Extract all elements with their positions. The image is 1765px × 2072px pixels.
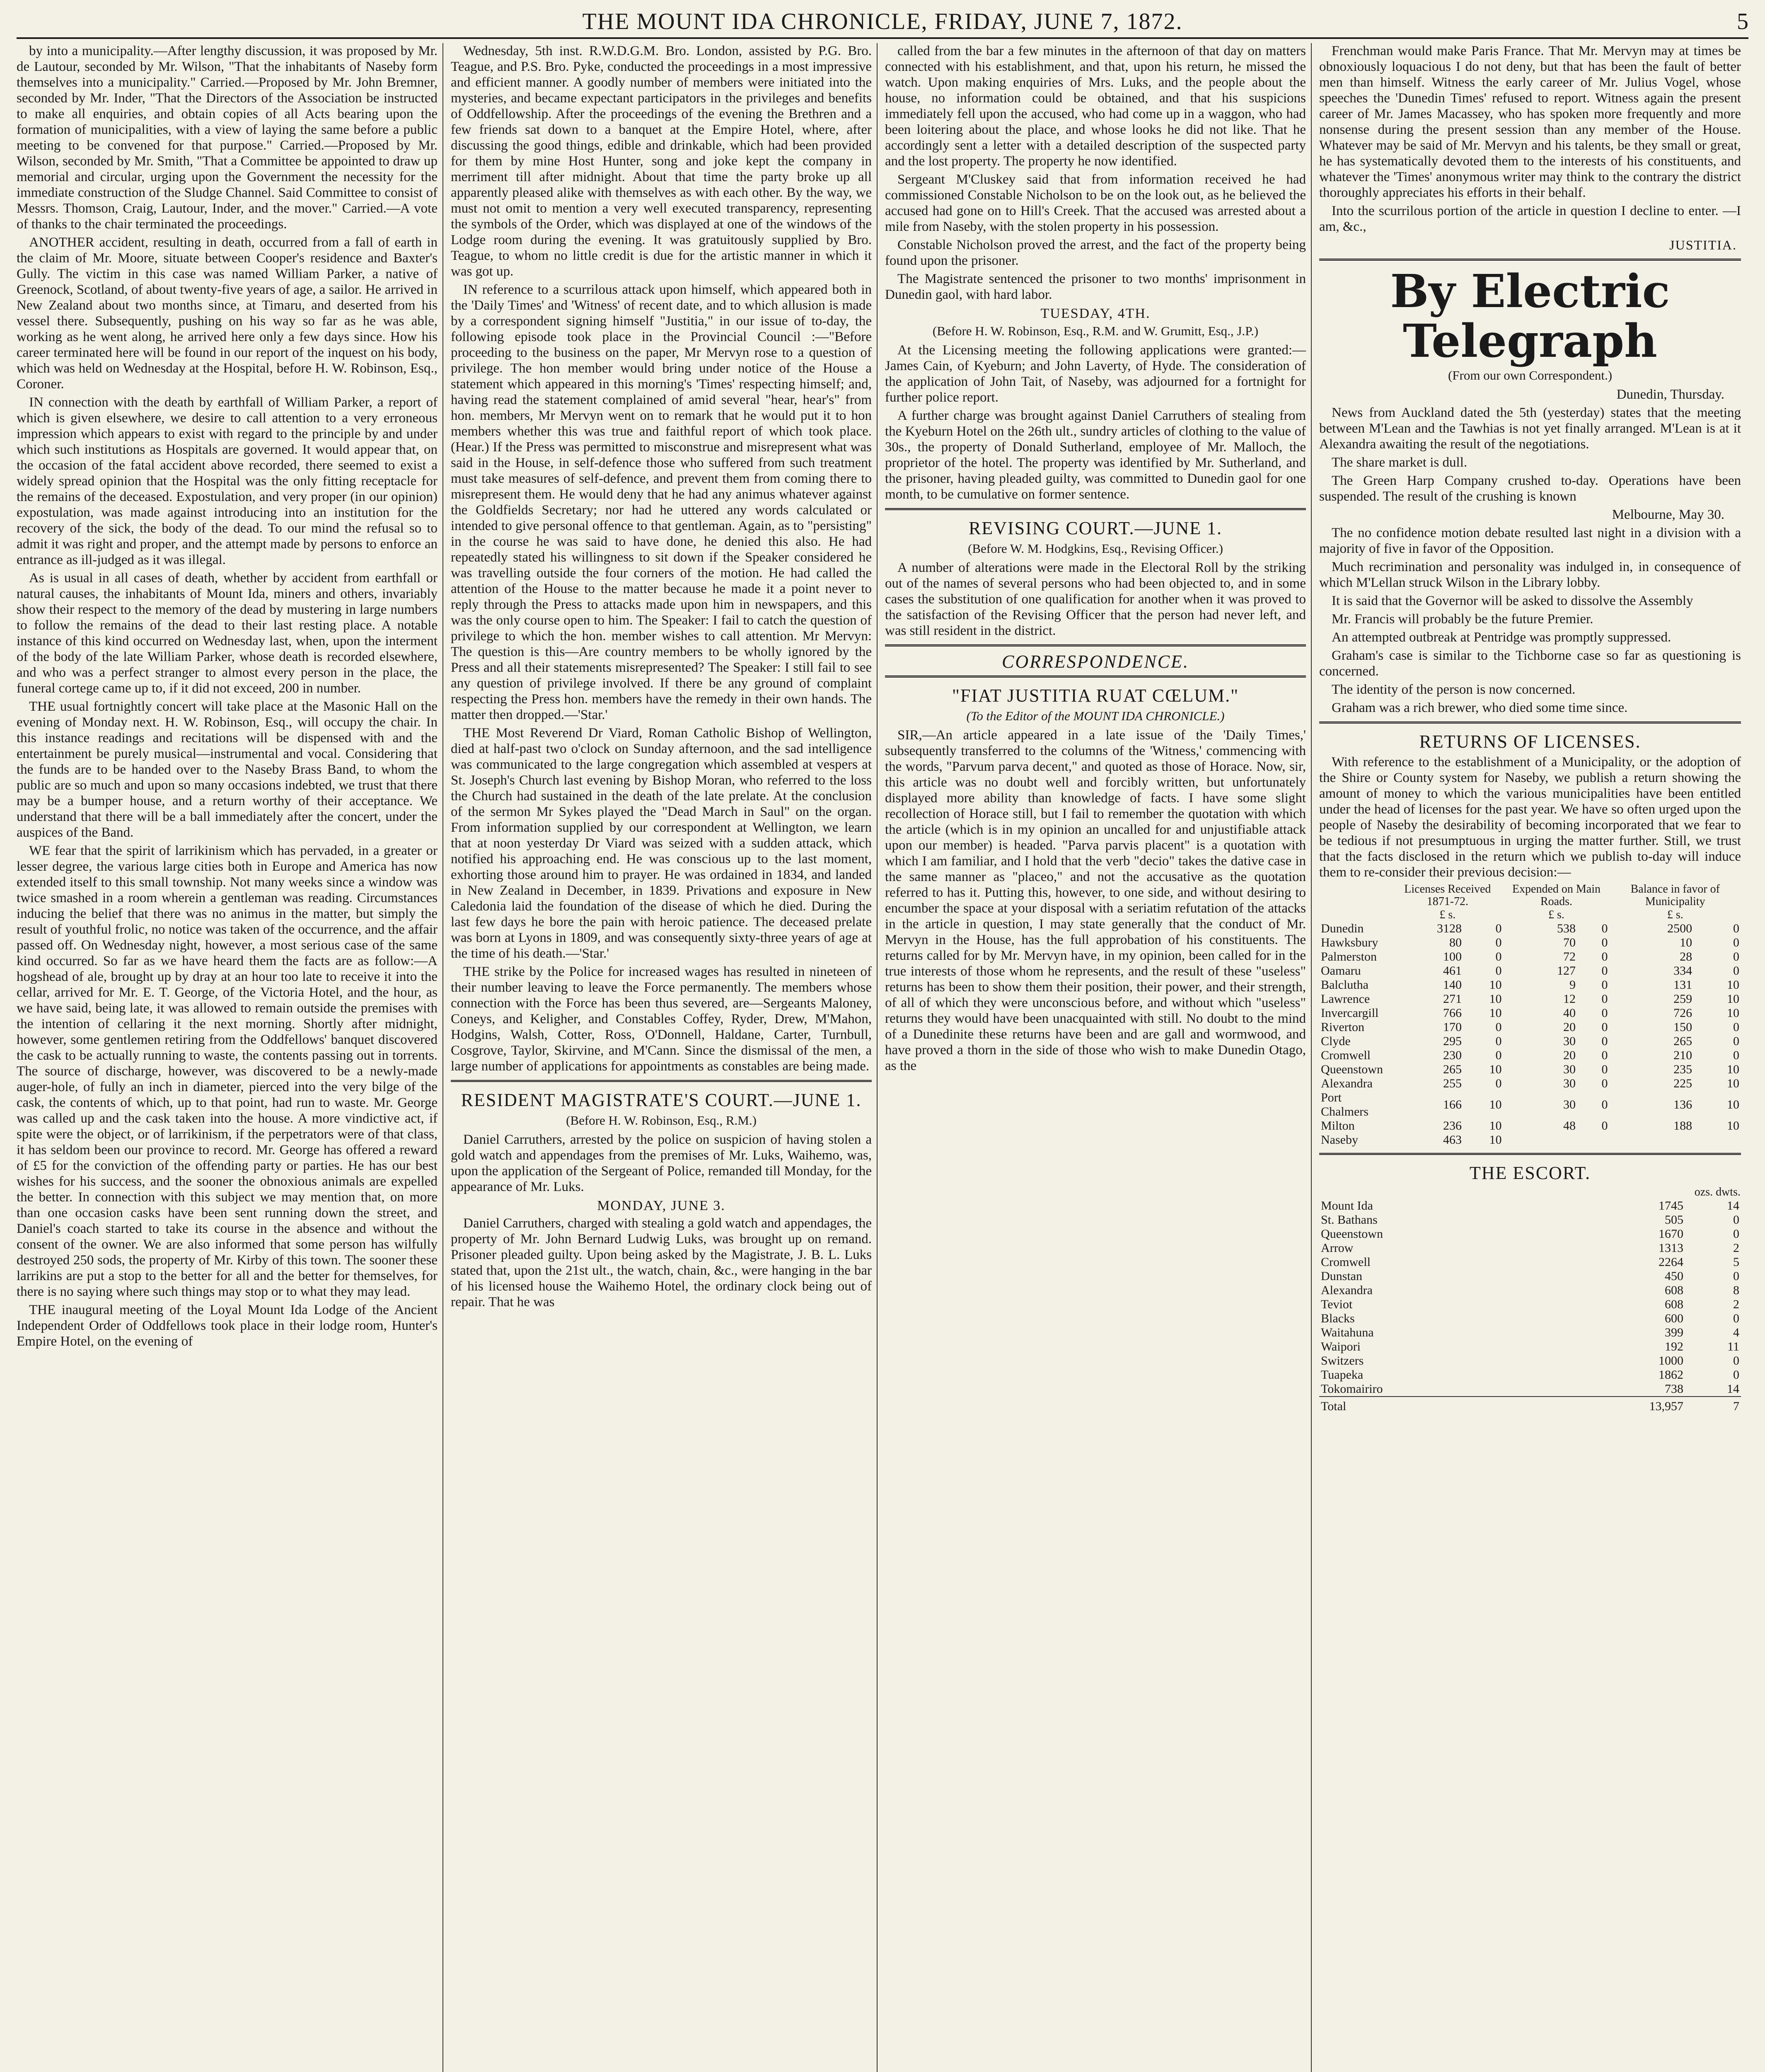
revising-subheading: (Before W. M. Hodgkins, Esq., Revising Officer.) [968,541,1223,556]
date-heading: TUESDAY, 4TH. [1040,306,1151,321]
table-units-row [1319,908,1741,922]
table-cell-value: 0 [1733,1034,1739,1048]
table-cell-place: Waipori [1321,1340,1361,1353]
table-cell-value: 10 [1680,936,1692,949]
correspondence-heading: CORRESPONDENCE. [1002,651,1189,672]
telegram-paragraph: The no confidence motion debate resulted last night in a division with a majority of five in favor of the Opposition. [1319,525,1741,556]
table-cell-value: 1670 [1658,1227,1683,1241]
table-cell-place: Queenstown [1321,1227,1383,1241]
telegram-paragraph: Graham was a rich brewer, who died some time since. [1332,700,1628,715]
table-row [1319,936,1741,950]
table-cell-value: 5 [1733,1255,1739,1269]
table-cell-value: 505 [1664,1213,1683,1227]
table-cell-value: 399 [1664,1326,1683,1339]
table-cell-value: 255 [1443,1077,1462,1090]
table-cell-value: 766 [1443,1006,1462,1020]
table-cell-value: 150 [1673,1020,1692,1034]
table-unit: £ s. [1439,908,1456,921]
table-cell-value: 4 [1733,1326,1739,1339]
table-header: Expended on Main Roads. [1512,883,1601,908]
masthead-title: THE MOUNT IDA CHRONICLE, FRIDAY, JUNE 7, 1872. [582,9,1183,34]
table-cell-value [1694,1133,1741,1147]
table-row [1319,1368,1741,1382]
table-row [1319,1382,1741,1397]
table-cell-value: 463 [1443,1133,1462,1147]
table-cell-value: 210 [1673,1048,1692,1062]
table-cell-place: Hawksbury [1321,936,1378,949]
table-row [1319,1269,1741,1283]
telegram-paragraph: An attempted outbreak at Pentridge was promptly suppressed. [1332,630,1671,645]
table-cell-value: 265 [1673,1034,1692,1048]
article-paragraph: THE Most Reverend Dr Viard, Roman Catholic Bishop of Wellington, died at half-past two o'clock on Sunday afternoon, and the sad intelligence was communicated to the large congregation which assembled at vespers at St. Joseph's Church last evening by Bishop Moran, who referred to the loss the Church had sustained in the death of the late prelate. At the conclusion of the sermon Mr Sykes played the "Dead March in Saul" on the organ. From information supplied by our correspondent at Wellington, we learn that at noon yesterday Dr Viard was seized with a sudden attack, which notified his approaching end. He was conscious up to the last moment, exhorting those around him to prayer. He was ordained in 1834, and landed in New Zealand in December, in 1839. Privations and exposure in New Caledonia laid the foundation of the disease of which he died. During the last few days he bore the pain with heroic patience. The deceased prelate was born at Lyons in 1809, and was consequently sixty-three years of age at the time of his death.—'Star.' [451,726,872,961]
article-paragraph: ANOTHER accident, resulting in death, occurred from a fall of earth in the claim of Mr. Moore, situate between Cooper's residence and Baxter's Gully. The victim in this case was named William Parker, a native of Greenock, Scotland, of about twenty-five years of age, a sailor. He arrived in New Zealand about two months since, at Timaru, and deserted from his vessel there. Subsequently, pushing on his way so far as he was able, working as he went along, he arrived here only a few days since. How his career terminated here will be found in our report of the inquest on his body, which was held on Wednesday at the Hospital, before H. W. Robinson, Esq., Coroner. [17,235,438,392]
article-paragraph: Constable Nicholson proved the arrest, and the fact of the property being found upon the prisoner. [885,237,1306,268]
table-cell-value: 1000 [1658,1354,1683,1368]
column-3 [885,43,1312,2072]
table-cell-value: 192 [1664,1340,1683,1353]
columns [17,43,1748,2072]
table-cell-value: 0 [1495,1077,1502,1090]
page-number: 5 [1737,9,1748,34]
table-cell-value: 0 [1495,1020,1502,1034]
telegram-paragraph: The identity of the person is now concerned. [1332,682,1576,697]
table-row [1319,1326,1741,1340]
telegram-paragraph: Much recrimination and personality was indulged in, in consequence of which M'Lellan struck Wilson in the Library lobby. [1319,559,1741,590]
article-paragraph: THE usual fortnightly concert will take place at the Masonic Hall on the evening of Monday next. H. W. Robinson, Esq., will occupy the chair. In this instance readings and recitations will be dispensed with and the entertainment be purely musical—instrumental and vocal. Considering that the funds are to be handed over to the Naseby Brass Band, to whom the public are so much and upon so many occasions indebted, we trust that there may be a bumper house, and a return worthy of their acceptance. We understand that there will be a ball immediately after the concert, under the auspices of the Band. [17,699,438,840]
escort-total-dwts: 7 [1685,1397,1741,1414]
article-paragraph: As is usual in all cases of death, whether by accident from earthfall or natural causes, the inhabitants of Mount Ida, miners and others, invariably show their respect to the memory of the dead by mustering in large numbers to follow the remains of the dead to their last resting place. A notable instance of this kind occurred on Wednesday last, when, upon the interment of the body of the late William Parker, whose death is recorded elsewhere, and who was a perfect stranger to almost every person in the place, the funeral cortege came up to, if it did not exceed, 200 in number. [17,571,438,696]
table-cell-value: 30 [1563,1034,1576,1048]
table-cell-value: 2264 [1658,1255,1683,1269]
table-row [1319,1283,1741,1297]
table-cell-value: 0 [1601,964,1608,978]
escort-table [1319,1186,1741,1414]
table-header: Licenses Received 1871-72. [1404,883,1491,908]
section-rule [1319,259,1741,261]
dateline: Dunedin, Thursday. [1616,387,1724,402]
table-cell-place: Tuapeka [1321,1368,1364,1382]
table-cell-value: 0 [1733,1368,1739,1382]
table-cell-value: 0 [1601,1006,1608,1020]
letter-title: "FIAT JUSTITIA RUAT CŒLUM." [952,685,1239,706]
table-cell-value: 0 [1733,1269,1739,1283]
section-rule [1319,1153,1741,1155]
table-cell-value: 2500 [1667,922,1692,935]
table-unit: £ s. [1548,908,1564,921]
article-paragraph: Frenchman would make Paris France. That Mr. Mervyn may at times be obnoxiously loquacious I do not deny, but that has been the fault of better men than himself. Witness the early career of Mr. Julius Vogel, whose speeches the 'Dunedin Times' refused to report. Witness again the present career of Mr. James Macassey, who has spoken more frequently and more nonsense during the present session than any member of the House. Whatever may be said of Mr. Mervyn and his talents, be they small or great, he has systematically devoted them to the interests of his constituents, and whatever the 'Times' anonymous writer may think to the contrary the district thoroughly appreciates his efforts in their behalf. [1319,44,1741,200]
table-cell-value: 1862 [1658,1368,1683,1382]
section-rule [885,644,1306,646]
table-header-row [1319,883,1741,908]
table-header-blank [1319,908,1392,922]
table-unit: £ s. [1667,908,1683,921]
section-rule [451,1080,872,1082]
table-cell-value: 726 [1673,1006,1692,1020]
table-cell-place: Palmerston [1321,950,1377,963]
table-cell-value: 70 [1563,936,1576,949]
table-cell-value: 188 [1673,1119,1692,1133]
table-cell-value: 265 [1443,1063,1462,1076]
table-cell-value: 2 [1733,1241,1739,1255]
table-cell-value: 20 [1563,1048,1576,1062]
table-cell-value: 28 [1680,950,1692,963]
table-row [1319,1077,1741,1091]
table-cell-value: 0 [1601,1077,1608,1090]
table-cell-place: Mount Ida [1321,1199,1373,1213]
letter-subheading: (To the Editor of the MOUNT IDA CHRONICLE.) [966,709,1225,723]
table-row [1319,1297,1741,1312]
table-row [1319,1255,1741,1269]
table-header-blank [1319,883,1392,908]
table-cell-value: 0 [1601,1020,1608,1034]
section-rule [885,675,1306,678]
table-cell-place: Dunstan [1321,1269,1362,1283]
escort-total-label: Total [1319,1397,1552,1414]
table-row [1319,1034,1741,1048]
section-rule [1319,721,1741,724]
table-cell-value: 0 [1733,1048,1739,1062]
table-cell-value: 600 [1664,1312,1683,1325]
table-row [1319,1133,1741,1147]
table-row [1319,950,1741,964]
table-cell-value: 11 [1727,1340,1739,1353]
article-paragraph: A further charge was brought against Daniel Carruthers of stealing from the Kyeburn Hotel on the 26th ult., sundry articles of clothing to the value of 30s., the property of Donald Sutherland, employee of Mr. Malloch, the proprietor of the hotel. The property was identified by Mr. Sutherland, and the prisoner, having pleaded guilty, was committed to Dunedin gaol for one month, to be cumulative on former sentence. [885,408,1306,502]
table-cell-value: 0 [1733,1312,1739,1325]
table-row [1319,1020,1741,1034]
table-cell-value: 8 [1733,1283,1739,1297]
table-cell-value [1503,1133,1577,1147]
table-cell-value: 259 [1673,992,1692,1006]
telegram-paragraph: Graham's case is similar to the Tichborne case so far as questioning is concerned. [1319,648,1741,679]
table-cell-value [1610,1133,1694,1147]
section-rule [885,508,1306,510]
article-paragraph: by into a municipality.—After lengthy discussion, it was proposed by Mr. de Lautour, seconded by Mr. Wilson, "That the inhabitants of Naseby form themselves into a municipality." Carried.—Proposed by Mr. John Bremner, seconded by Mr. Inder, "That the Directors of the Association be instructed to make all enquiries, and obtain copies of all Acts bearing upon the formation of municipalities, with a view of laying the same before a public meeting to be convened for that purpose." Carried.—Proposed by Mr. Wilson, seconded by Mr. Smith, "That a Committee be appointed to draw up memorial and circular, urging upon the Government the necessity for the immediate construction of the Sludge Channel. Said Committee to consist of Messrs. Thomson, Craig, Lautour, Inder, and the mover." Carried.—A vote of thanks to the chair terminated the proceedings. [17,44,438,232]
table-cell-place: Invercargill [1321,1006,1379,1020]
table-cell-value: 14 [1727,1382,1739,1396]
date-heading: MONDAY, JUNE 3. [597,1198,725,1213]
table-cell-value: 166 [1443,1098,1462,1111]
court-heading: RESIDENT MAGISTRATE'S COURT.—JUNE 1. [461,1090,862,1110]
table-cell-value: 170 [1443,1020,1462,1034]
table-row [1319,1091,1741,1119]
table-cell-place: Naseby [1321,1133,1358,1147]
table-cell-value: 2 [1733,1297,1739,1311]
table-cell-value: 738 [1664,1382,1683,1396]
table-cell-value: 127 [1557,964,1576,978]
column-1 [17,43,443,2072]
table-row [1319,1340,1741,1354]
table-row [1319,1048,1741,1063]
table-cell-value: 0 [1601,1048,1608,1062]
article-paragraph: THE strike by the Police for increased wages has resulted in nineteen of their number leaving to leave the Force permanently. The members whose connection with the Force has been thus severed, are—Sergeants Maloney, Coneys, and Keligher, and Constables Coffey, Ryder, Drew, M'Mahon, Hodgins, Walsh, Cotter, Ross, O'Donnell, Haldane, Carter, Turnbull, Cosgrove, Taylor, Skirvine, and M'Cann. Since the dismissal of the men, a large number of applications for appointments as constables are being made. [451,964,872,1074]
table-row [1319,1227,1741,1241]
article-paragraph: IN reference to a scurrilous attack upon himself, which appeared both in the 'Daily Times' and 'Witness' of recent date, and to which allusion is made by a correspondent signing himself "Justitia," in our issue of to-day, the following episode took place in the Provincial Council :—"Before proceeding to the business on the paper, Mr Mervyn rose to a question of privilege. The hon member would bring under notice of the House a statement which appeared in this morning's 'Times' respecting himself; and, having read the statement complained of amid several "hear, hear's" from hon. members, Mr Mervyn went on to remark that he would put it to hon members whether this was true and faithful report of which took place. (Hear.) If the Press was permitted to misconstrue and misrepresent what was said in the House, in self-defence those who suffered from such treatment must take measures of self-defence, and prevent them from coming there to misrepresent them. He would deny that he had any animus whatever against the Goldfields Secretary; nor had he uttered any words calculated or intended to give personal offence to that gentleman. Again, as to "persisting" in the course he was said to have done, he denied this also. He had repeatedly stated his willingness to sit down if the Speaker considered he was travelling outside the four corners of the motion. He had called the attention of the House to the matter because he made it a point never to reply through the Press to attacks made upon him in newspapers, and this was the only course open to him. The Speaker: I fail to catch the question of privilege to which the hon. member wishes to call attention. Mr Mervyn: The question is this—Are country members to be wholly ignored by the Press and all their statements misrepresented? The Speaker: I still fail to see any question of privilege involved. If there be any ground of complaint respecting the Press hon. members have the remedy in their own hands. The matter then dropped.—'Star.' [451,282,872,722]
table-cell-value: 30 [1563,1098,1576,1111]
table-cell-value: 12 [1563,992,1576,1006]
table-cell-value: 0 [1601,1098,1608,1111]
table-header: Balance in favor of Municipality [1630,883,1720,908]
article-paragraph: Daniel Carruthers, arrested by the police on suspicion of having stolen a gold watch and appendages from the premises of Mr. Luks, Waihemo, was, upon the application of the Sergeant of Police, remanded till Monday, for the appearance of Mr. Luks. [451,1132,872,1194]
table-cell-value: 0 [1733,1213,1739,1227]
table-cell-value: 0 [1601,1034,1608,1048]
dateline: Melbourne, May 30. [1612,507,1724,522]
table-cell-value: 0 [1495,1048,1502,1062]
table-cell-value: 80 [1449,936,1462,949]
telegraph-heading: By Electric Telegraph [1390,264,1670,368]
table-cell-value: 271 [1443,992,1462,1006]
table-cell-value: 538 [1557,922,1576,935]
escort-table-body [1319,1199,1741,1397]
table-cell-value: 10 [1727,978,1739,992]
table-cell-place: Cromwell [1321,1255,1371,1269]
table-cell-value: 0 [1495,1034,1502,1048]
telegram-paragraph: The Green Harp Company crushed to-day. Operations have been suspended. The result of the crushing is known [1319,473,1741,504]
column-2 [451,43,878,2072]
table-cell-value: 30 [1563,1077,1576,1090]
table-cell-value: 48 [1563,1119,1576,1133]
table-cell-value: 72 [1563,950,1576,963]
table-row [1319,978,1741,992]
court-subheading: (Before H. W. Robinson, Esq., R.M. and W. Grumitt, Esq., J.P.) [932,324,1259,338]
table-cell-value: 0 [1733,922,1739,935]
table-cell-value: 14 [1727,1199,1739,1213]
article-paragraph: Sergeant M'Cluskey said that from information received he had commissioned Constable Nicholson to be on the look out, as he believed the accused had gone on to Hill's Creek. That the accused was arrested about a mile from Naseby, with the stolen property in his possession. [885,172,1306,234]
table-cell-value: 100 [1443,950,1462,963]
table-cell-value: 0 [1495,936,1502,949]
table-row [1319,1063,1741,1077]
article-paragraph: SIR,—An article appeared in a late issue of the 'Daily Times,' subsequently transferred to the columns of the 'Witness,' commencing with the words, "Parvum parva decent," and quoted as those of Horace. Now, sir, this article was no doubt well and forcibly written, but unfortunately displayed more ability than knowledge of facts. I have some slight recollection of Horace still, but I fail to remember the quotation with which the article (which is in my opinion an uncalled for and unjustifiable attack upon our member) is headed. "Parva parvis placent" is a quotation with which I am familiar, and I hold that the verb "decio" takes the dative case in the same manner as "placeo," and not the accusative as the quotation referred to has it. Putting this, however, to one side, and without desiring to encumber the space at your disposal with a seriatim refutation of the attacks in the article in question, I may state generally that the conduct of Mr. Mervyn in the House, has the full approbation of his constituents. The returns called for by Mr. Mervyn have, in my opinion, been called for in the true interests of those whom he represents, and the result of these "useless" returns has been to show them their position, their power, and their strength, of all of which they were unconscious before, and without which "useless" returns they would have been unacquainted with still. No doubt to the mind of a Dunedinite these returns have been and are gall and wormwood, and have proved a thorn in the side of those who wish to make Dunedin Otago, as the [885,728,1306,1073]
table-cell-place: Teviot [1321,1297,1353,1311]
table-cell-value: 235 [1673,1063,1692,1076]
licenses-table-body [1319,922,1741,1147]
table-cell-place: Riverton [1321,1020,1364,1034]
article-paragraph: A number of alterations were made in the Electoral Roll by the striking out of the names of several persons who had been objected to, and in some cases the substitution of one qualification for another when it was proved to the satisfaction of the Revising Officer that the person had never left, and was still resident in the district. [885,560,1306,638]
table-cell-value: 236 [1443,1119,1462,1133]
table-cell-value: 295 [1443,1034,1462,1048]
table-cell-place: Cromwell [1321,1048,1371,1062]
table-cell-value: 0 [1733,1227,1739,1241]
table-cell-value: 0 [1601,936,1608,949]
article-paragraph: IN connection with the death by earthfall of William Parker, a report of which is given elsewhere, we desire to call attention to a very erroneous impression which appears to exist with regard to the principle by and under which such institutions as Hospitals are governed. It would appear that, on the occasion of the fatal accident above recorded, there seemed to exist a widely spread opinion that the Hospital was the only fitting receptacle for the remains of the deceased. Expostulation, and very proper (in our opinion) expostulation, was made against introducing into an institution for the recovery of the sick, the body of the dead. To our mind the refusal so to admit it was right and proper, and the attempt made by persons to enforce an entrance as ill-judged as it was illegal. [17,395,438,567]
table-cell-value: 136 [1673,1098,1692,1111]
table-cell-value: 1745 [1658,1199,1683,1213]
table-cell-value: 20 [1563,1020,1576,1034]
table-header-row [1319,1186,1741,1199]
table-cell-place: Arrow [1321,1241,1354,1255]
table-cell-value: 10 [1727,1063,1739,1076]
table-cell-value: 10 [1489,1133,1502,1147]
table-cell-value: 0 [1733,1354,1739,1368]
licenses-heading: RETURNS OF LICENSES. [1419,731,1641,752]
escort-total-ozs: 13,957 [1552,1397,1685,1414]
table-row [1319,1119,1741,1133]
table-cell-place: Waitahuna [1321,1326,1374,1339]
court-subheading: (Before H. W. Robinson, Esq., R.M.) [566,1113,757,1128]
table-row [1319,922,1741,936]
article-paragraph: WE fear that the spirit of larrikinism which has pervaded, in a greater or lesser degree, the various large cities both in Europe and America has now extended itself to this small township. Not many weeks since a window was twice smashed in a room wherein a gentleman was reading. Circumstances inducing the belief that there was no animus in the matter, but simply the result of youthful frolic, no notice was taken of the occurrence, and the affair passed off. On Wednesday night, however, a most serious case of the same kind occurred. So far as we have heard them the facts are as follow:—A hogshead of ale, brought up by dray at an hour too late to receive it into the cellar, arrived for Mr. E. T. George, of the Victoria Hotel, and the hour, as we have said, being late, it was allowed to remain outside the premises with the intention of cellaring it the next morning. Shortly after midnight, however, some gentlemen retiring from the Oddfellows' banquet discovered the cask to be actually running to waste, the contents passing out in torrents. The source of discharge, however, was discovered to be a newly-made auger-hole, of fully an inch in diameter, pierced into the very bilge of the cask, the contents of which, up to that point, had run to waste. Mr. George was called up and the cask taken into the house. A more vindictive act, if spite were the object, or of larrikinism, if the perpetrators were of that class, it has seldom been our province to record. Mr. George has offered a reward of £5 for the conviction of the offending party or parties. He has our best wishes for his success, and the sooner the obnoxious animals are expelled the better. In connection with this subject we may mention that, on more than one occasion casks have been sent running down the street, and Daniel's coach started to take its course in the absence and without the consent of the owner. We are also informed that some person has wilfully destroyed 250 sods, the property of Mr. Kirby of this town. The sooner these larrikins are put a stop to the better for all and the better for themselves, for there is no saying where such things may stop or to what they may lead. [17,843,438,1299]
table-cell-value: 10 [1489,1063,1502,1076]
table-cell-value: 0 [1601,978,1608,992]
table-cell-value: 0 [1601,992,1608,1006]
telegram-paragraph: The share market is dull. [1332,455,1468,470]
table-cell-place: Dunedin [1321,922,1364,935]
telegram-paragraph: Mr. Francis will probably be the future Premier. [1332,612,1593,627]
table-cell-value: 10 [1489,1098,1502,1111]
table-cell-place: St. Bathans [1321,1213,1378,1227]
table-cell-value: 10 [1489,978,1502,992]
table-cell-value: 230 [1443,1048,1462,1062]
table-cell-value: 10 [1727,1006,1739,1020]
telegraph-subheading: (From our own Correspondent.) [1448,368,1613,382]
table-cell-value: 334 [1673,964,1692,978]
table-row [1319,1312,1741,1326]
table-cell-value [1577,1133,1610,1147]
table-cell-value: 140 [1443,978,1462,992]
table-cell-value: 10 [1727,1119,1739,1133]
table-cell-place: Lawrence [1321,992,1370,1006]
escort-heading: THE ESCORT. [1469,1163,1591,1183]
table-row [1319,1354,1741,1368]
table-cell-value: 0 [1733,950,1739,963]
column-4 [1319,43,1746,2072]
table-cell-value: 0 [1601,1063,1608,1076]
table-cell-place: Port Chalmers [1321,1091,1368,1118]
table-row [1319,1199,1741,1213]
table-row [1319,1213,1741,1227]
table-cell-value: 0 [1601,950,1608,963]
table-header-blank [1319,1186,1552,1199]
table-row [1319,1006,1741,1020]
table-row [1319,964,1741,978]
table-cell-value: 0 [1733,936,1739,949]
article-paragraph: At the Licensing meeting the following applications were granted:—James Cain, of Kyeburn; and John Laverty, of Hyde. The consideration of the application of John Tait, of Naseby, was adjourned for a fortnight for further police report. [885,343,1306,405]
table-cell-value: 30 [1563,1063,1576,1076]
table-cell-value: 0 [1601,922,1608,935]
table-cell-value: 0 [1733,1020,1739,1034]
telegram-paragraph: News from Auckland dated the 5th (yesterday) states that the meeting between M'Lean and the Tawhias is not yet finally arranged. M'Lean is at it Alexandra awaiting the result of the negotiations. [1319,405,1741,452]
table-cell-value: 0 [1495,964,1502,978]
article-paragraph: THE inaugural meeting of the Loyal Mount Ida Lodge of the Ancient Independent Order of Oddfellows took place in their lodge room, Hunter's Empire Hotel, on the evening of [17,1302,438,1349]
table-cell-value: 0 [1601,1119,1608,1133]
table-row [1319,1241,1741,1255]
licenses-intro: With reference to the establishment of a Municipality, or the adoption of the Shire or County system for Naseby, we publish a return showing the amount of money to which the various municipalities have been entitled under the head of licenses for the past year. We have so often urged upon the people of Naseby the desirability of becoming incorporated that we fear to be tedious if not presumptuous in urging the matter further. Still, we trust that the facts disclosed in the return which we publish to-day will induce them to re-consider their previous decision:— [1319,755,1741,880]
table-cell-value: 0 [1733,964,1739,978]
table-cell-place: Oamaru [1321,964,1361,978]
table-cell-place: Switzers [1321,1354,1364,1368]
escort-total-row [1319,1397,1741,1414]
table-cell-value: 608 [1664,1283,1683,1297]
table-cell-value: 10 [1727,992,1739,1006]
table-cell-value: 131 [1673,978,1692,992]
table-cell-value: 10 [1489,992,1502,1006]
table-cell-value: 3128 [1436,922,1462,935]
table-cell-value: 40 [1563,1006,1576,1020]
table-cell-place: Alexandra [1321,1283,1373,1297]
masthead [17,8,1748,39]
table-cell-place: Blacks [1321,1312,1355,1325]
table-cell-place: Alexandra [1321,1077,1373,1090]
revising-heading: REVISING COURT.—JUNE 1. [968,518,1223,538]
article-paragraph: called from the bar a few minutes in the afternoon of that day on matters connected with his establishment, and that, upon his return, he missed the watch. Upon making enquiries of Mrs. Luks, and the people about the house, no information could be obtained, and that his suspicions immediately fell upon the accused, who had come up in a waggon, who had been loitering about the place, and whose looks he did not like. That he accordingly sent a letter with a detailed description of the suspected party and the lost property. The property he now identified. [885,44,1306,169]
telegram-paragraph: It is said that the Governor will be asked to dissolve the Assembly [1332,593,1693,608]
table-row [1319,992,1741,1006]
article-paragraph: Into the scurrilous portion of the article in question I decline to enter. —I am, &c., [1319,203,1741,234]
table-cell-value: 0 [1495,950,1502,963]
table-cell-value: 608 [1664,1297,1683,1311]
signature: JUSTITIA. [1669,237,1737,252]
table-cell-value: 450 [1664,1269,1683,1283]
table-cell-value: 10 [1727,1098,1739,1111]
table-cell-place: Clyde [1321,1034,1351,1048]
table-cell-value: 10 [1727,1077,1739,1090]
table-cell-value: 1313 [1658,1241,1683,1255]
article-paragraph: The Magistrate sentenced the prisoner to two months' imprisonment in Dunedin gaol, with hard labor. [885,271,1306,302]
table-cell-place: Tokomairiro [1321,1382,1383,1396]
table-cell-value: 10 [1489,1006,1502,1020]
table-cell-value: 10 [1489,1119,1502,1133]
article-paragraph: Daniel Carruthers, charged with stealing a gold watch and appendages, the property of Mr. John Bernard Ludwig Luks, was brought up on remand. Prisoner pleaded guilty. Upon being asked by the Magistrate, J. B. L. Luks stated that, upon the 21st ult., the watch, chain, &c., were hanging in the bar of his licensed house the Waihemo Hotel, the ordinary clock being out of repair. That he was [451,1216,872,1310]
table-cell-value: 225 [1673,1077,1692,1090]
licenses-table [1319,883,1741,1147]
table-unit: ozs. dwts. [1694,1186,1741,1198]
article-paragraph: Wednesday, 5th inst. R.W.D.G.M. Bro. London, assisted by P.G. Bro. Teague, and P.S. Bro. Pyke, conducted the proceedings in a most impressive and efficient manner. A goodly number of members were initiated into the mysteries, and became expectant participators in the privileges and benefits of Oddfellowship. After the proceedings of the evening the Brethren and a few friends sat down to a banquet at the Empire Hotel, where, after discussing the good things, edible and drinkable, which had been provided for them by mine Host Hunter, song and joke kept the company in merriment till after midnight. About that time the party broke up all apparently pleased alike with themselves as with each other. By the way, we must not omit to mention a very well executed transparency, representing the symbols of the Order, which was displayed at one of the windows of the Lodge room during the evening. It was gratuitously supplied by Bro. Teague, to whom no little credit is due for the artistic manner in which it was got up. [451,44,872,279]
table-cell-place: Balclutha [1321,978,1368,992]
table-cell-value: 0 [1495,922,1502,935]
table-cell-place: Milton [1321,1119,1355,1133]
table-cell-value: 9 [1569,978,1576,992]
table-cell-place: Queenstown [1321,1063,1383,1076]
table-cell-value: 461 [1443,964,1462,978]
